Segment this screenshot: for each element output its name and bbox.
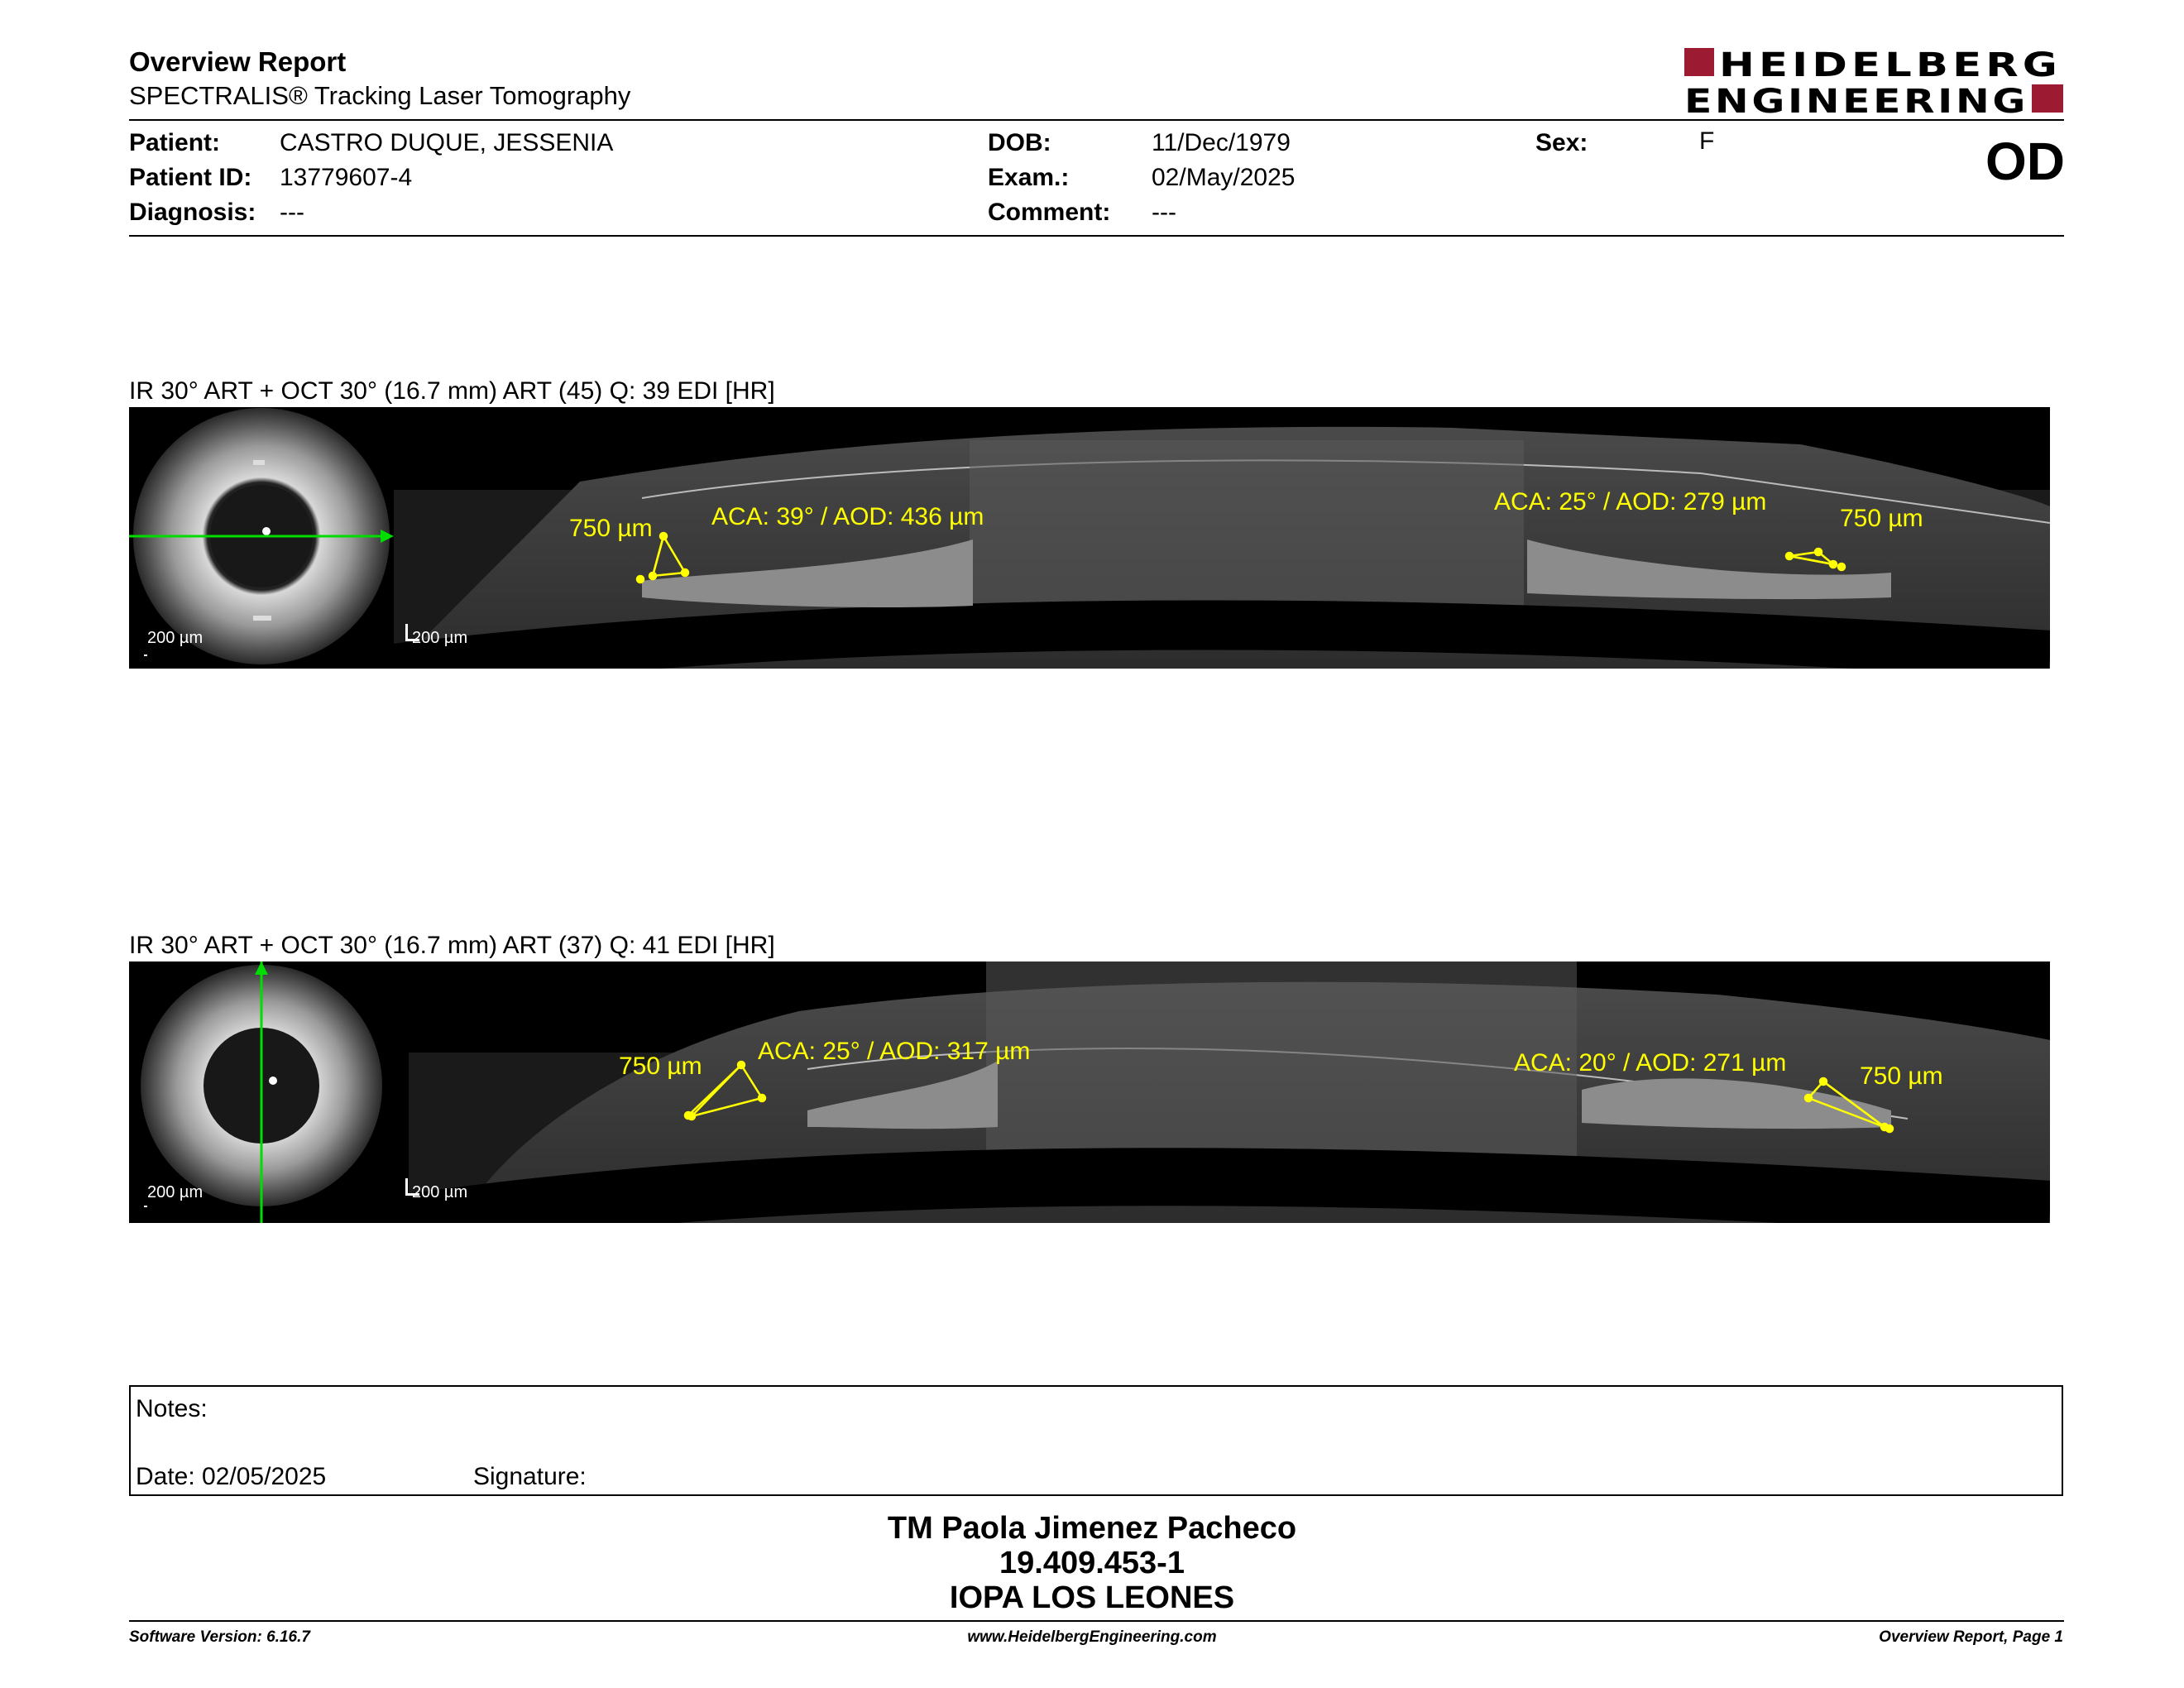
svg-text:ENGINEERING: ENGINEERING [1684,83,2028,116]
eye-indicator: OD [1985,132,2065,191]
signer-institution: IOPA LOS LEONES [949,1580,1235,1615]
patient-divider [129,235,2064,237]
signer-name: TM Paola Jimenez Pacheco [887,1511,1297,1546]
comment-value: --- [1152,199,1176,226]
report-title: Overview Report [129,46,347,77]
measure-label-right-1: ACA: 25° / AOD: 279 µm [1494,488,1767,516]
measure-label-left-1: ACA: 39° / AOD: 436 µm [711,503,984,530]
scan-caption-1: IR 30° ART + OCT 30° (16.7 mm) ART (45) Q: 39 EDI [HR] [129,377,775,405]
patient-label: Patient: [129,129,221,156]
scan-caption-2: IR 30° ART + OCT 30° (16.7 mm) ART (37) Q: 41 EDI [HR] [129,932,775,959]
footer-divider [129,1620,2064,1622]
patient-value: CASTRO DUQUE, JESSENIA [280,129,614,156]
sex-label: Sex: [1535,129,1588,156]
sex-value: F [1699,127,1715,155]
notes-box[interactable] [129,1385,2063,1496]
oct-scan-2[interactable] [129,961,2050,1223]
oct-scale-label-1: 200 µm [412,629,468,647]
ir-scale-label-2: 200 µm [147,1183,204,1201]
distance-label-right-1: 750 µm [1840,505,1923,532]
patient-id-label: Patient ID: [129,164,252,191]
ir-image-1 [129,408,394,664]
notes-label: Notes: [136,1395,208,1422]
svg-text:HEIDELBERG: HEIDELBERG [1719,46,2062,84]
diagnosis-label: Diagnosis: [129,199,256,226]
date-label: Date: 02/05/2025 [136,1463,327,1490]
comment-label: Comment: [988,199,1111,226]
distance-label-left-1: 750 µm [569,515,653,542]
software-version: Software Version: 6.16.7 [129,1628,310,1646]
distance-label-left-2: 750 µm [619,1053,702,1080]
patient-id-value: 13779607-4 [280,164,413,191]
distance-label-right-2: 750 µm [1860,1062,1943,1090]
exam-label: Exam.: [988,164,1070,191]
website-link[interactable]: www.HeidelbergEngineering.com [967,1628,1217,1646]
diagnosis-value: --- [280,199,304,226]
dob-label: DOB: [988,129,1051,156]
report-subtitle: SPECTRALIS® Tracking Laser Tomography [129,81,631,110]
dob-value: 11/Dec/1979 [1152,129,1291,156]
heidelberg-logo [1684,46,2063,116]
exam-value: 02/May/2025 [1152,164,1296,191]
oct-scan-1[interactable] [129,407,2050,669]
signer-id: 19.409.453-1 [999,1546,1185,1580]
header-divider [129,119,2064,121]
oct-scale-label-2: 200 µm [412,1183,468,1201]
ir-scale-label-1: 200 µm [147,629,204,647]
measure-label-left-2: ACA: 25° / AOD: 317 µm [758,1038,1031,1065]
measure-label-right-2: ACA: 20° / AOD: 271 µm [1514,1049,1787,1077]
signature-label: Signature: [473,1463,587,1490]
page-indicator: Overview Report, Page 1 [1879,1628,2063,1646]
